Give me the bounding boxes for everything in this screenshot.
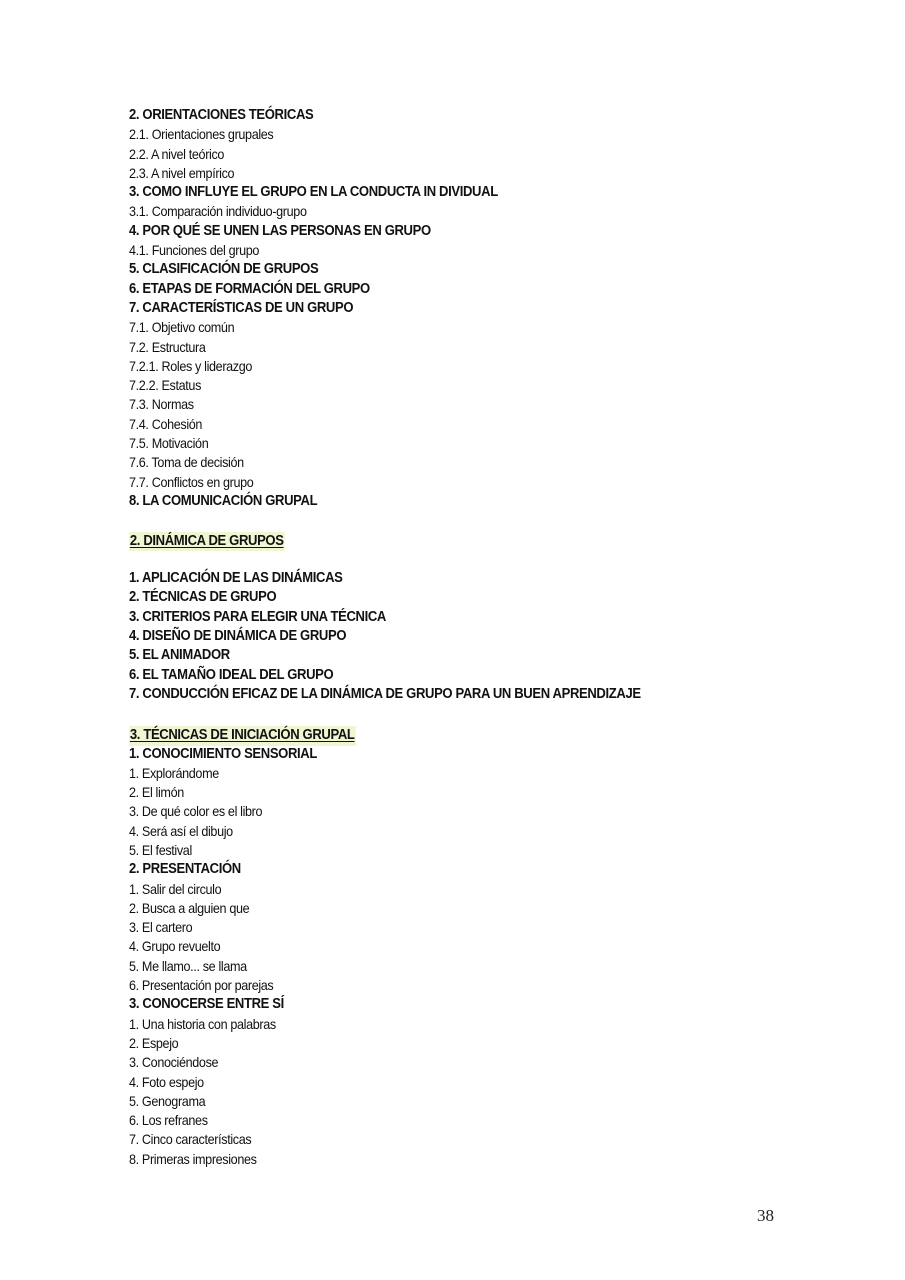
- toc-heading: 1. APLICACIÓN DE LAS DINÁMICAS: [129, 570, 343, 587]
- toc-heading: 6. ETAPAS DE FORMACIÓN DEL GRUPO: [129, 280, 370, 297]
- toc-item: 3.1. Comparación individuo-grupo: [129, 203, 307, 220]
- toc-item: 2. El limón: [129, 784, 184, 801]
- toc-item: 7.4. Cohesión: [129, 415, 203, 432]
- toc-heading: 3. COMO INFLUYE EL GRUPO EN LA CONDUCTA IN DIVIDUAL: [129, 184, 498, 201]
- toc-item: 2.1. Orientaciones grupales: [129, 126, 274, 143]
- toc-item: 7.2.1. Roles y liderazgo: [129, 357, 253, 374]
- section-heading: 2. DINÁMICA DE GRUPOS: [129, 532, 284, 551]
- toc-item: 4. Grupo revuelto: [129, 938, 221, 955]
- page-number: 38: [757, 1206, 774, 1225]
- toc-item: 1. Explorándome: [129, 764, 219, 781]
- toc-section-dinamica: [129, 531, 829, 705]
- spacer: [129, 704, 829, 725]
- toc-item: 7.2.2. Estatus: [129, 377, 202, 394]
- toc-heading: 7. CARACTERÍSTICAS DE UN GRUPO: [129, 299, 354, 316]
- section-heading: 3. TÉCNICAS DE INICIACIÓN GRUPAL: [129, 726, 355, 745]
- spacer: [129, 550, 829, 569]
- toc-item: 6. Presentación por parejas: [129, 977, 274, 994]
- toc-item: 2.2. A nivel teórico: [129, 145, 225, 162]
- toc-item: 3. Conociéndose: [129, 1054, 219, 1071]
- toc-section-tecnicas: [129, 725, 829, 1169]
- document-page: [129, 106, 829, 1169]
- toc-item: 4. Foto espejo: [129, 1073, 204, 1090]
- toc-item: 7.7. Conflictos en grupo: [129, 473, 254, 490]
- toc-item: 2. Espejo: [129, 1034, 179, 1051]
- toc-heading: 6. EL TAMAÑO IDEAL DEL GRUPO: [129, 666, 334, 683]
- toc-item: 2.3. A nivel empírico: [129, 164, 235, 181]
- toc-item: 5. Me llamo... se llama: [129, 957, 247, 974]
- toc-item: 7.2. Estructura: [129, 338, 206, 355]
- toc-item: 2. Busca a alguien que: [129, 899, 250, 916]
- toc-item: 6. Los refranes: [129, 1112, 208, 1129]
- toc-heading: 5. CLASIFICACIÓN DE GRUPOS: [129, 261, 319, 278]
- toc-item: 1. Salir del circulo: [129, 880, 222, 897]
- toc-item: 7. Cinco características: [129, 1131, 252, 1148]
- spacer: [129, 511, 829, 530]
- toc-heading: 4. POR QUÉ SE UNEN LAS PERSONAS EN GRUPO: [129, 222, 431, 239]
- toc-heading: 4. DISEÑO DE DINÁMICA DE GRUPO: [129, 628, 347, 645]
- toc-block-1: [129, 106, 829, 511]
- toc-heading: 7. CONDUCCIÓN EFICAZ DE LA DINÁMICA DE GRUPO PARA UN BUEN APRENDIZAJE: [129, 685, 641, 702]
- toc-heading: 3. CRITERIOS PARA ELEGIR UNA TÉCNICA: [129, 608, 387, 625]
- toc-heading: 8. LA COMUNICACIÓN GRUPAL: [129, 492, 318, 509]
- toc-item: 5. Genograma: [129, 1092, 206, 1109]
- toc-heading: 2. TÉCNICAS DE GRUPO: [129, 589, 277, 606]
- subsection-title: 2. PRESENTACIÓN: [129, 861, 241, 878]
- toc-item: 3. El cartero: [129, 919, 193, 936]
- subsection-title: 1. CONOCIMIENTO SENSORIAL: [129, 745, 317, 762]
- toc-item: 7.5. Motivación: [129, 435, 209, 452]
- toc-item: 7.1. Objetivo común: [129, 319, 235, 336]
- toc-heading: 5. EL ANIMADOR: [129, 647, 230, 664]
- toc-item: 4.1. Funciones del grupo: [129, 242, 260, 259]
- toc-item: 3. De qué color es el libro: [129, 803, 263, 820]
- subsection-title: 3. CONOCERSE ENTRE SÍ: [129, 996, 284, 1013]
- toc-item: 4. Será así el dibujo: [129, 822, 233, 839]
- toc-item: 7.3. Normas: [129, 396, 194, 413]
- toc-heading: 2. ORIENTACIONES TEÓRICAS: [129, 107, 314, 123]
- toc-item: 7.6. Toma de decisión: [129, 454, 244, 471]
- toc-item: 8. Primeras impresiones: [129, 1150, 257, 1167]
- toc-item: 1. Una historia con palabras: [129, 1015, 276, 1032]
- toc-item: 5. El festival: [129, 841, 192, 858]
